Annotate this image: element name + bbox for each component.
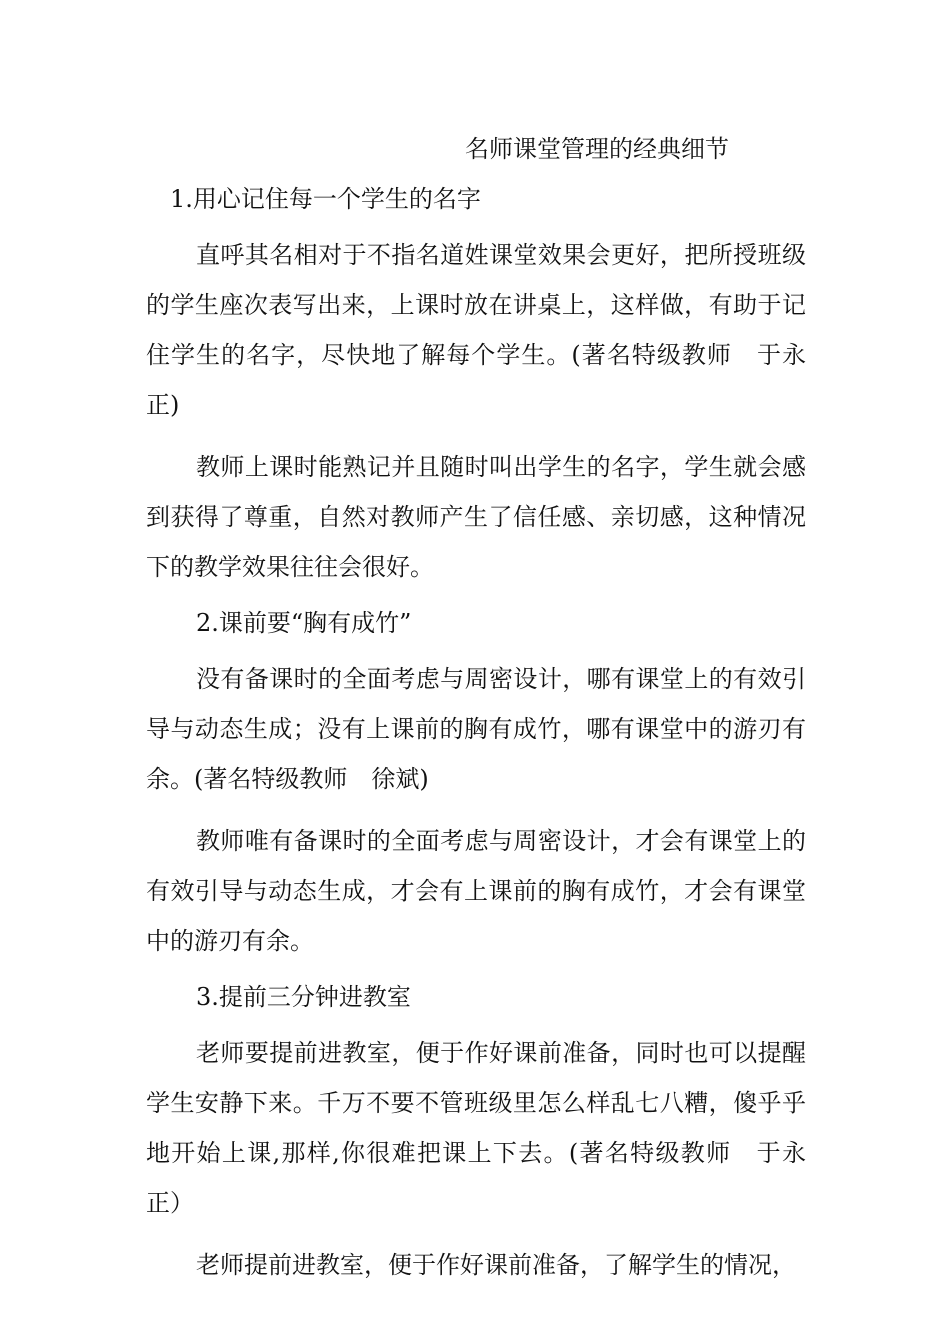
paragraph: 教师上课时能熟记并且随时叫出学生的名字，学生就会感到获得了尊重，自然对教师产生了信任感、亲切感，这种情况下的教学效果往往会很好。 (146, 453, 806, 581)
paragraph: 没有备课时的全面考虑与周密设计，哪有课堂上的有效引导与动态生成；没有上课前的胸有成竹，哪有课堂中的游刃有余。(著名特级教师 徐斌) (146, 665, 806, 793)
paragraph: 老师要提前进教室，便于作好课前准备，同时也可以提醒学生安静下来。千万不要不管班级里怎么样乱七八糟，傻乎乎地开始上课,那样,你很难把课上下去。(著名特级教师 于永正） (146, 1039, 806, 1217)
paragraph: 直呼其名相对于不指名道姓课堂效果会更好，把所授班级的学生座次表写出来，上课时放在讲桌上，这样做，有助于记住学生的名字，尽快地了解每个学生。(著名特级教师 于永正) (146, 241, 806, 419)
section-heading-2: 2.课前要“胸有成竹” (196, 609, 412, 637)
document-title: 名师课堂管理的经典细节 (465, 135, 729, 163)
section-heading-1: 1.用心记住每一个学生的名字 (170, 185, 481, 213)
section-heading-3: 3.提前三分钟进教室 (196, 983, 411, 1011)
paragraph: 教师唯有备课时的全面考虑与周密设计，才会有课堂上的有效引导与动态生成，才会有上课前的胸有成竹，才会有课堂中的游刃有余。 (146, 827, 806, 955)
paragraph: 老师提前进教室，便于作好课前准备，了解学生的情况， (196, 1251, 796, 1279)
document-body (146, 180, 806, 1290)
